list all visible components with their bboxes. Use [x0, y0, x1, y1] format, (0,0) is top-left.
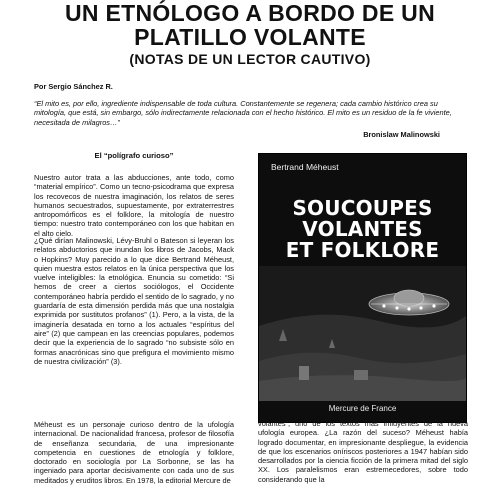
paragraph-1: Nuestro autor trata a las abducciones, ante todo, como “material empírico”. Como un tecno-psicodrama que expresa los recovecos de nuestra imaginación, los relatos de seres humanos secuestrados, supuestamente, por extraterrestres antropomórficos es el folklore, la mitología de nuestro tiempo: nuestro trato contemporáneo con los que habitan en el alto cielo. [34, 173, 234, 238]
book-cover-title-line3: ET FOLKLORE [285, 238, 440, 262]
book-cover-title-line2: VOLANTES [302, 217, 423, 241]
paragraph-4: volantes”, uno de los textos más influyentes de la nueva ufología europea. ¿La razón del suceso? Méheust había logrado documentar, en impresionante despliegue, la evidencia de que los escenarios oníriscos posteriores a 1947 habían sido desarrollados por la ciencia ficción de la primera mitad del siglo XX. Los paralelismos eran estremecedores, sobre todo considerando que la [258, 419, 468, 484]
article-subtitle: (NOTAS DE UN LECTOR CAUTIVO) [129, 51, 371, 67]
flying-saucer-illustration [259, 266, 466, 401]
article-title-line2: PLATILLO VOLANTE [134, 24, 366, 50]
article-author: Por Sergio Sánchez R. [34, 82, 113, 91]
epigraph-quote: “El mito es, por ello, ingrediente indispensable de toda cultura. Constantemente se regenera; cada cambio histórico crea su mitología, que está, sin embargo, sólo indirectamente relacionada con el hecho histórico. El mito es un residuo de la fe viviente, necesitada de milagros…” [34, 99, 452, 127]
book-cover-title-line1: SOUCOUPES [292, 196, 433, 220]
paragraph-3: Méheust es un personaje curioso dentro de la ufología internacional. De nacionalidad francesa, profesor de filosofía de enseñanza secundaria, de una impresionante competencia en cuestiones de etnología y folklore, doctorado en sociología por La Sorbonne, se las ha ingeniado para aportar decisivamente con cada uno de sus meditados y eruditos libros. En 1978, la editorial Mercure de [34, 420, 234, 485]
section-title: El “polígrafo curioso” [94, 151, 174, 160]
paragraph-2: ¿Qué dirían Malinowski, Lévy-Bruhl o Bateson si leyeran los relatos abductorios que inundan los libros de Jacobs, Mack o Hopkins? Muy parecido a lo que dice Bertrand Méheust, quien muestra estos relatos en la única perspectiva que los vuelve inteligibles: la etnológica. Enuncia su cometido: “Si hemos de creer a ciertos sociólogos, el Occidente contemporáneo habría perdido el sentido de lo sagrado, y no guardaría de esta dimensión perdida más que una nostalgia exprimida por sustitutos profanos” (1). Pero, a la vista, de la imaginería desatada en torno a los actuales “espíritus del aire” (2) que campean en las creencias populares, podemos decir que la experiencia de lo sagrado “no subsiste sólo en formas anacrónicas sino que prefigura el movimiento mismo de nuestra civilización” (3). [34, 236, 234, 366]
book-cover-author: Bertrand Méheust [271, 162, 339, 172]
article-title-line1: UN ETNÓLOGO A BORDO DE UN [65, 0, 435, 26]
epigraph-source: Bronislaw Malinowski [363, 130, 440, 139]
book-cover-publisher: Mercure de France [328, 404, 397, 413]
book-cover-image [258, 153, 467, 423]
